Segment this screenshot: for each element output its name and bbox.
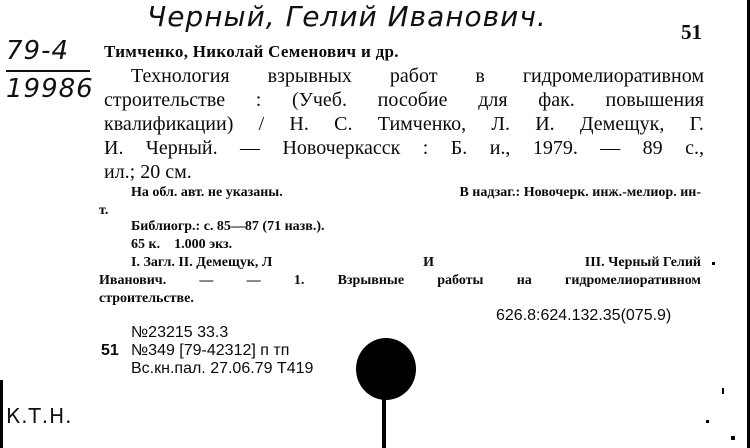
tracing-line-end: строительстве. [99, 291, 194, 306]
handwritten-call-number-bottom: 19986 [6, 74, 94, 104]
tracing-line: Иванович. — — 1. Взрывные работы на гидромелиоративном [99, 273, 701, 288]
catalog-date: Вс.кн.пал. 27.06.79 Т419 [131, 360, 314, 377]
handwritten-corner-mark: К.Т.Н. [6, 404, 73, 428]
author-heading: Тимченко, Николай Семенович и др. [104, 42, 399, 61]
bibliography-note: Библиогр.: с. 85—87 (71 назв.). [131, 219, 325, 234]
title-line: квалификации) / Н. С. Тимченко, Л. И. Демещук, Г. [104, 113, 704, 135]
scan-speck [722, 388, 724, 394]
catalog-number: №23215 33.3 [131, 324, 229, 341]
catalog-order: №349 [79-42312] п тп [131, 342, 290, 359]
punch-hole-shadow [382, 396, 386, 448]
title-line: Технология взрывных работ в гидромелиоративном [131, 65, 704, 87]
price-and-copies: 65 к. 1.000 экз. [131, 237, 233, 252]
cover-note-end: т. [99, 203, 109, 218]
cover-note: На обл. авт. не указаны. В надзаг.: Новочерк. инж.-мелиор. ин- [131, 185, 701, 200]
title-line: И. Черный. — Новочеркасск : Б. и., 1979. — 89 с., [104, 137, 704, 159]
handwritten-call-number-top: 79-4 [6, 36, 70, 66]
scan-speck [0, 380, 3, 448]
scan-speck [731, 436, 735, 440]
call-number-divider [6, 70, 90, 72]
title-line: строительстве : (Учеб. пособие для фак. повышения [104, 89, 704, 111]
catalog-prefix: 51 [101, 342, 119, 359]
card-number: 51 [681, 20, 702, 44]
scan-speck [712, 262, 715, 265]
scan-speck [706, 420, 709, 423]
punch-hole [356, 338, 416, 400]
handwritten-author-name: Черный, Гелий Иванович. [147, 0, 547, 33]
tracing-line: I. Загл. II. Демещук, Л И III. Черный Гелий [131, 255, 701, 270]
udc-classification: 626.8:624.132.35(075.9) [496, 307, 672, 324]
title-last-line: ил.; 20 см. [104, 161, 192, 183]
